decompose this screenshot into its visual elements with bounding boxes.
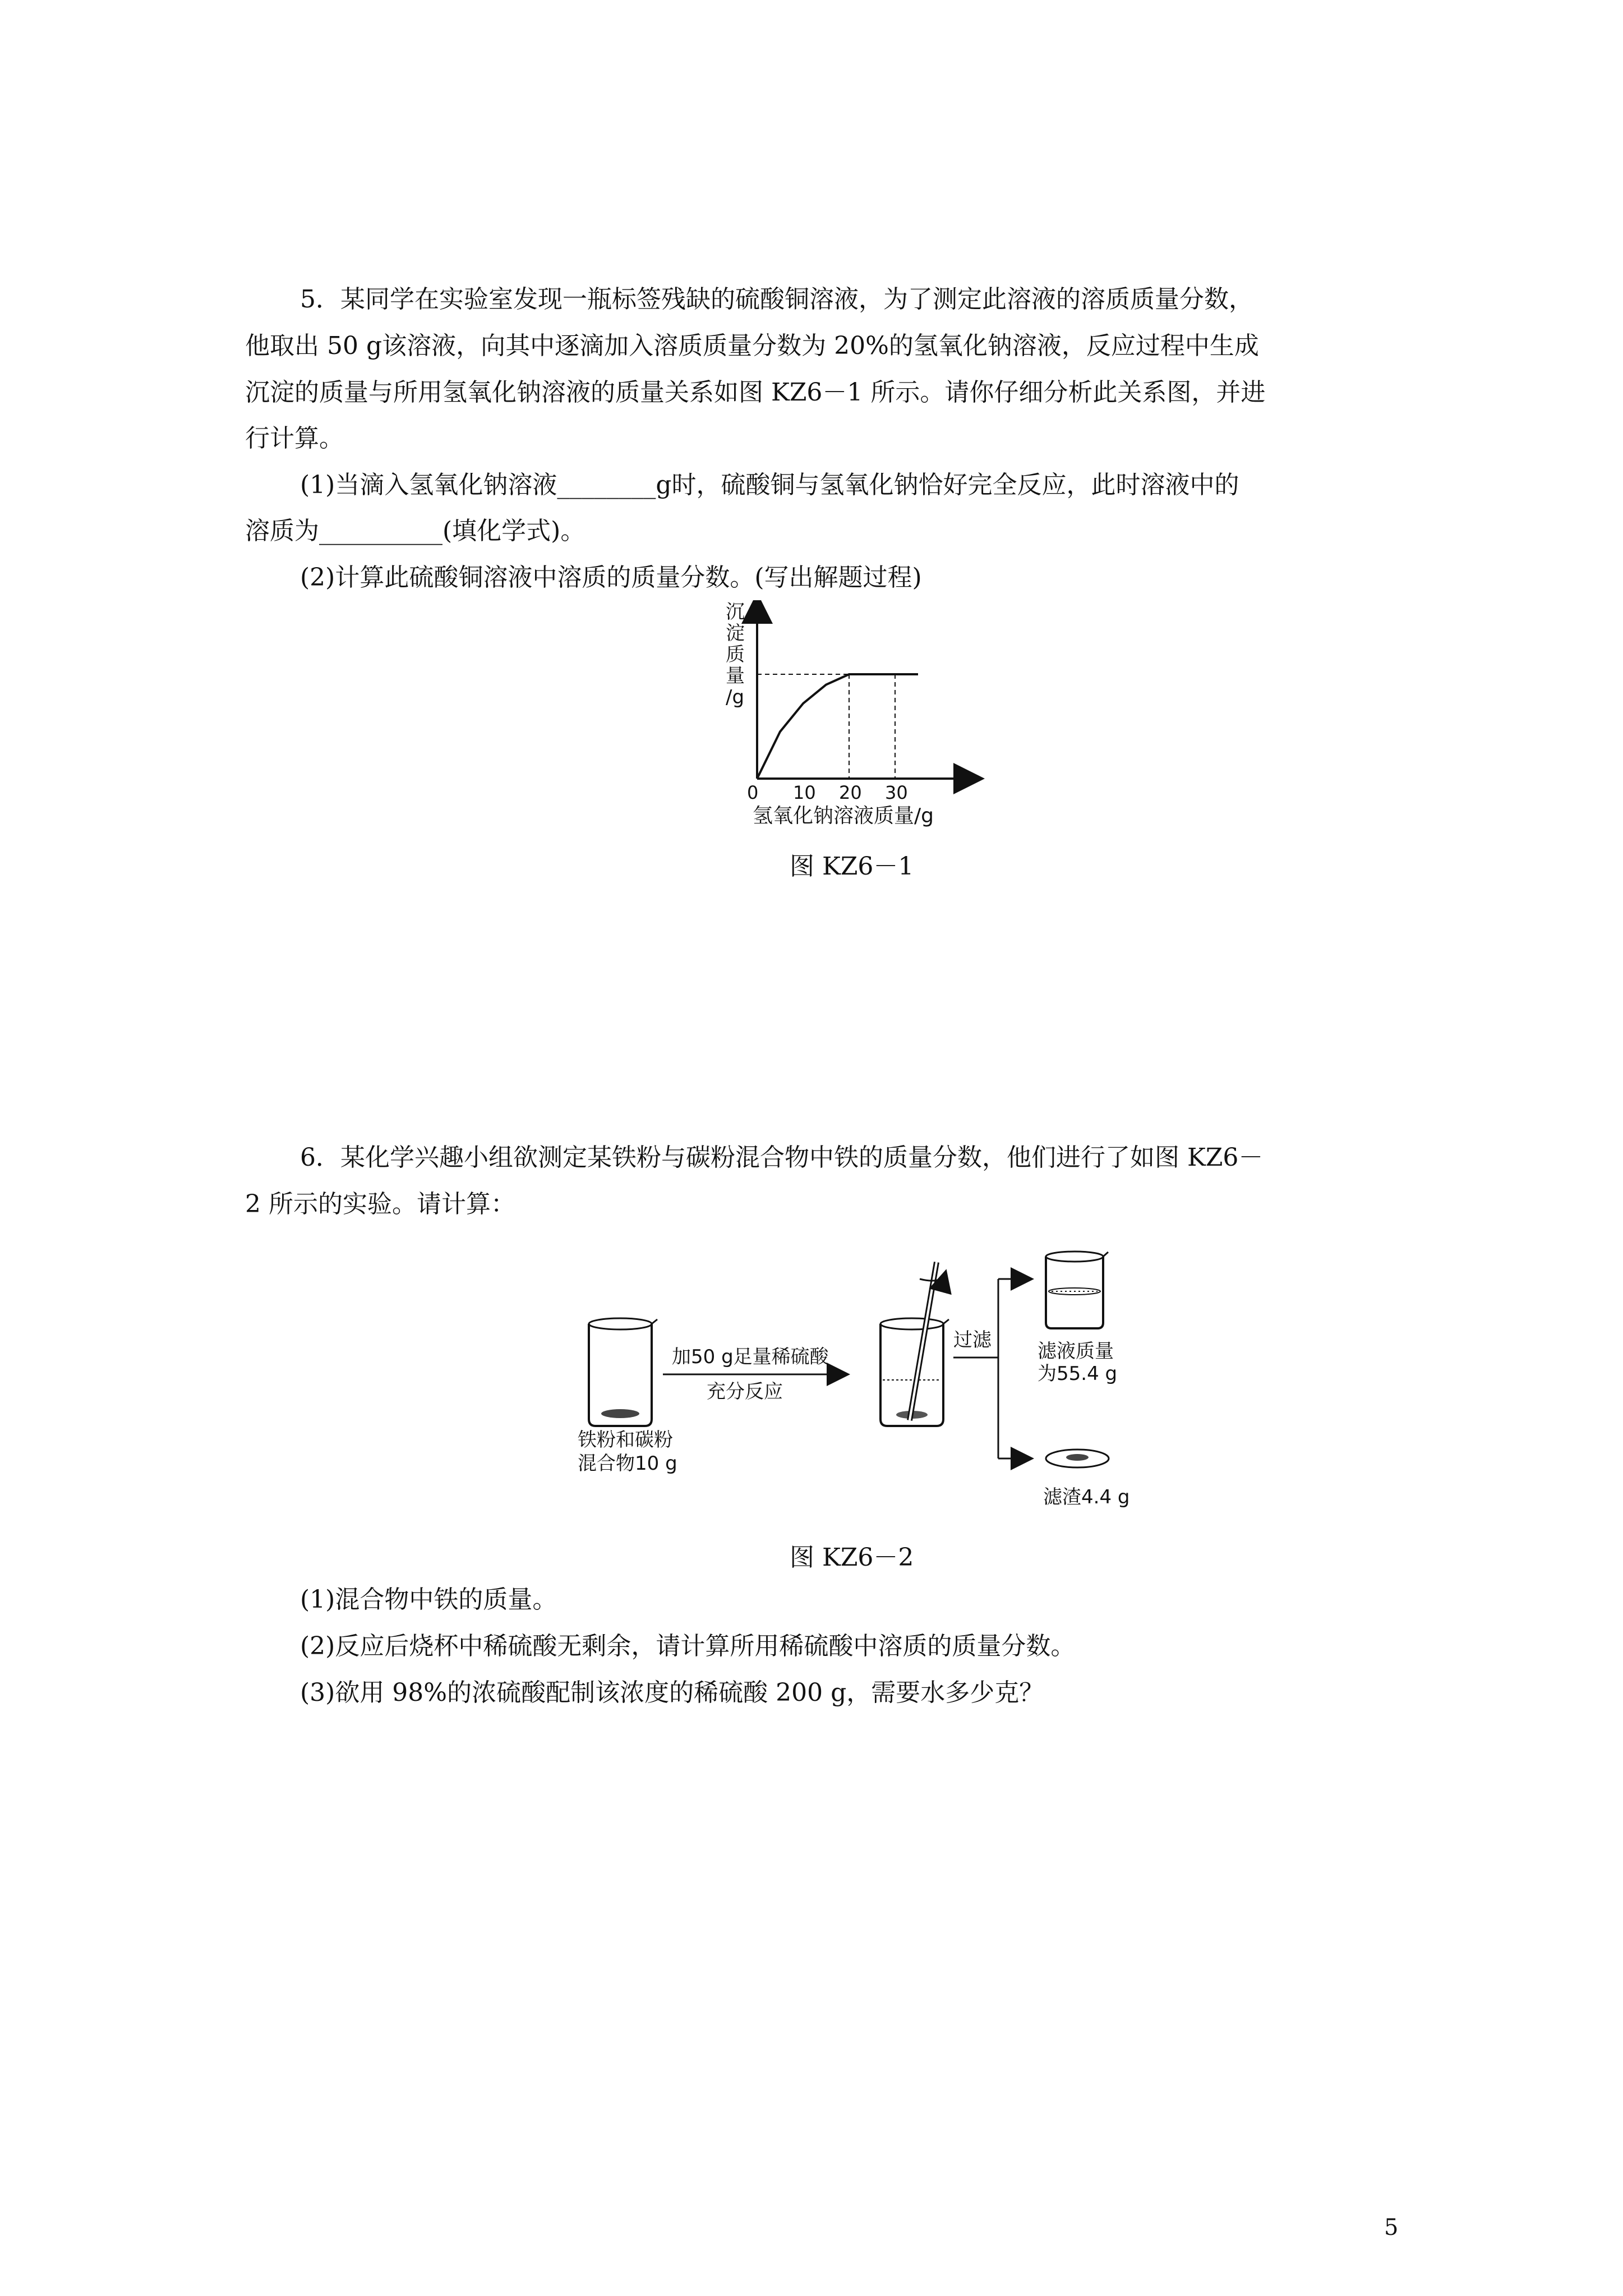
page-number: 5 [1384, 2215, 1399, 2240]
q6-line-1: 6．某化学兴趣小组欲测定某铁粉与碳粉混合物中铁的质量分数，他们进行了如图 KZ6－ [300, 1143, 1264, 1172]
arrow1-top-label: 加50 g足量稀硫酸 [672, 1346, 829, 1368]
figure-caption-kz6-2: 图 KZ6－2 [790, 1543, 914, 1572]
origin-label: 0 [747, 782, 759, 803]
q5-sub1-line-2: 溶质为__________(填化学式)。 [245, 517, 585, 545]
q5-line-2: 他取出 50 g该溶液，向其中逐滴加入溶质质量分数为 20%的氢氧化钠溶液，反应过程中生成 [245, 332, 1259, 360]
q5-line-1: 5．某同学在实验室发现一瓶标签残缺的硫酸铜溶液，为了测定此溶液的溶质质量分数， [300, 285, 1253, 314]
q5-line-3: 沉淀的质量与所用氢氧化钠溶液的质量关系如图 KZ6－1 所示。请你仔细分析此关系图，并进 [245, 378, 1266, 407]
beaker1-label-line1: 铁粉和碳粉 [578, 1429, 673, 1451]
filtrate-label-line1: 滤液质量 [1038, 1340, 1114, 1363]
q6-sub1: (1)混合物中铁的质量。 [300, 1585, 557, 1614]
arrow2-label: 过滤 [953, 1329, 992, 1351]
figure-caption-kz6-1: 图 KZ6－1 [790, 852, 914, 881]
residue-label: 滤渣4.4 g [1043, 1486, 1130, 1508]
filtrate-beaker-icon [1046, 1251, 1108, 1328]
series-line [757, 674, 918, 779]
x-axis-label: 氢氧化钠溶液质量/g [753, 804, 934, 827]
x-tick-label: 10 [793, 782, 816, 803]
q5-sub1-line-1: (1)当滴入氢氧化钠溶液________g时，硫酸铜与氢氧化钠恰好完全反应，此时溶液中的 [300, 471, 1239, 499]
y-label-char: 量 [726, 665, 745, 687]
q5-line-4: 行计算。 [245, 424, 344, 453]
y-label-char: 淀 [726, 622, 745, 645]
y-axis-label [726, 601, 745, 708]
beaker-icon [589, 1318, 657, 1426]
residue-dish-icon [1046, 1450, 1109, 1467]
y-label-char: 沉 [726, 601, 745, 623]
q6-line-2: 2 所示的实验。请计算： [245, 1190, 515, 1218]
q6-sub3: (3)欲用 98%的浓硫酸配制该浓度的稀硫酸 200 g，需要水多少克？ [300, 1678, 1044, 1707]
filtrate-label-line2: 为55.4 g [1038, 1363, 1118, 1385]
precipitate-mass-chart [718, 600, 987, 836]
x-tick-label: 30 [885, 782, 908, 803]
y-label-char: /g [726, 686, 745, 708]
experiment-diagram [522, 1245, 1150, 1526]
q5-sub2: (2)计算此硫酸铜溶液中溶质的质量分数。(写出解题过程) [300, 563, 922, 592]
y-label-char: 质 [726, 643, 745, 666]
arrow1-bottom-label: 充分反应 [707, 1381, 783, 1403]
beaker-with-stirring-rod-icon [880, 1262, 949, 1426]
x-tick-label: 20 [839, 782, 862, 803]
beaker1-label-line2: 混合物10 g [578, 1452, 677, 1475]
q6-sub2: (2)反应后烧杯中稀硫酸无剩余，请计算所用稀硫酸中溶质的质量分数。 [300, 1632, 1076, 1660]
